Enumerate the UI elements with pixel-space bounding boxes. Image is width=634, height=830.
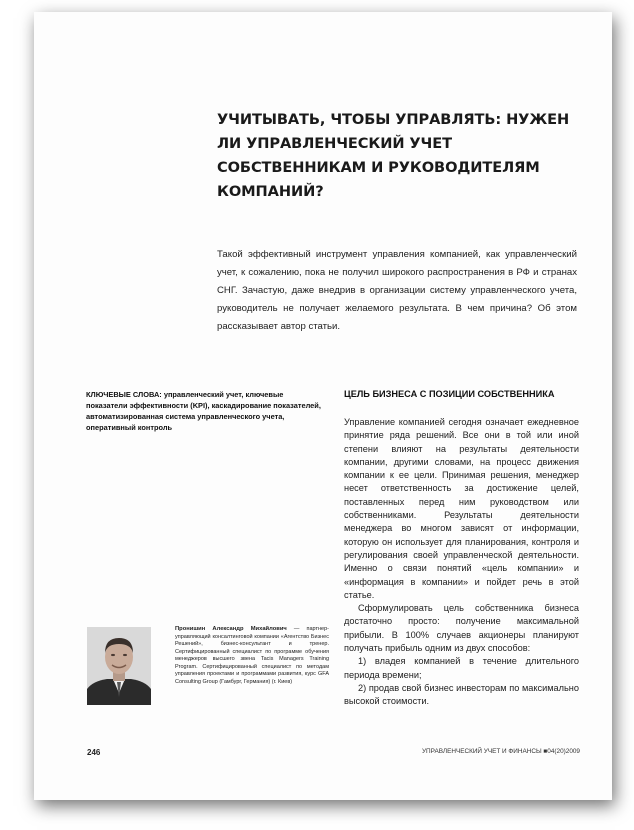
author-bio-text: — партнер-управляющий консалтинговой компании «Агентство Бизнес Решений», бизнес-консультант и тренер. Сертифицированный специалист по программе обучения менеджеров высшего звена Tacis Managers Training Program. Сертифицированный специалист по методам управления проектами и программами развития, курс GFA Consulting Group (Гамбург, Германия) (г. Киев) bbox=[175, 626, 329, 685]
body-paragraph: Управление компанией сегодня означает ежедневное принятие ряда решений. Все они в той или иной степени влияют на результаты деятельности компании, другими словами, на процесс движения компании к ее цели. Принимая решения, менеджер несет ответственность за достижение целей, поставленных перед ним руководством или собственниками. Результаты деятельности менеджера во многом зависят от информации, которую он использует для планирования, контроля и регулирования своей управленческой деятельности. Именно о связи понятий «цель компании» и «информация в компании» и пойдет речь в этой статье. bbox=[344, 417, 579, 600]
footer-marker: ■ bbox=[543, 748, 548, 755]
magazine-page bbox=[34, 12, 612, 800]
journal-name: УПРАВЛЕНЧЕСКИЙ УЧЕТ И ФИНАНСЫ bbox=[421, 748, 542, 755]
body-paragraph: Сформулировать цель собственника бизнеса достаточно просто: получение максимальной прибыли. В 100% случаев акционеры планируют получать прибыль одним из двух способов: bbox=[344, 603, 579, 654]
author-portrait-graphic bbox=[87, 627, 151, 705]
author-photo bbox=[87, 627, 151, 705]
keywords-text: управленческий учет, ключевые показатели эффективности (KPI), каскадирование показателей, автоматизированная система управленческого учета, оперативный контроль bbox=[86, 390, 321, 432]
running-footer bbox=[414, 748, 580, 755]
page-number: 246 bbox=[87, 748, 101, 757]
article-title: УЧИТЫВАТЬ, ЧТОБЫ УПРАВЛЯТЬ: НУЖЕН ЛИ УПРАВЛЕНЧЕСКИЙ УЧЕТ СОБСТВЕННИКАМ И РУКОВОДИТЕЛЯМ КОМПАНИЙ? bbox=[217, 111, 570, 200]
author-bio bbox=[175, 626, 329, 686]
body-list-item: 2) продав свой бизнес инвесторам по максимально высокой стоимости. bbox=[344, 682, 579, 707]
body-list-item: 1) владея компанией в течение длительного периода времени; bbox=[344, 656, 579, 680]
keywords-label: КЛЮЧЕВЫЕ СЛОВА: bbox=[86, 390, 162, 399]
article-lead: Такой эффективный инструмент управления компанией, как управленческий учет, к сожалению, пока не получил широкого распространения в РФ и странах СНГ. Зачастую, даже внедрив в организации систему управленческого учета, руководитель не получает желаемого результата. В чем причина? Об этом рассказывает автор статьи. bbox=[217, 249, 577, 332]
issue-number: 04(20)2009 bbox=[547, 748, 580, 755]
section-heading: ЦЕЛЬ БИЗНЕСА С ПОЗИЦИИ СОБСТВЕННИКА bbox=[344, 389, 555, 399]
article-body bbox=[344, 416, 579, 709]
keywords-block bbox=[86, 389, 326, 433]
author-name: Пронишин Александр Михайлович bbox=[175, 626, 287, 632]
